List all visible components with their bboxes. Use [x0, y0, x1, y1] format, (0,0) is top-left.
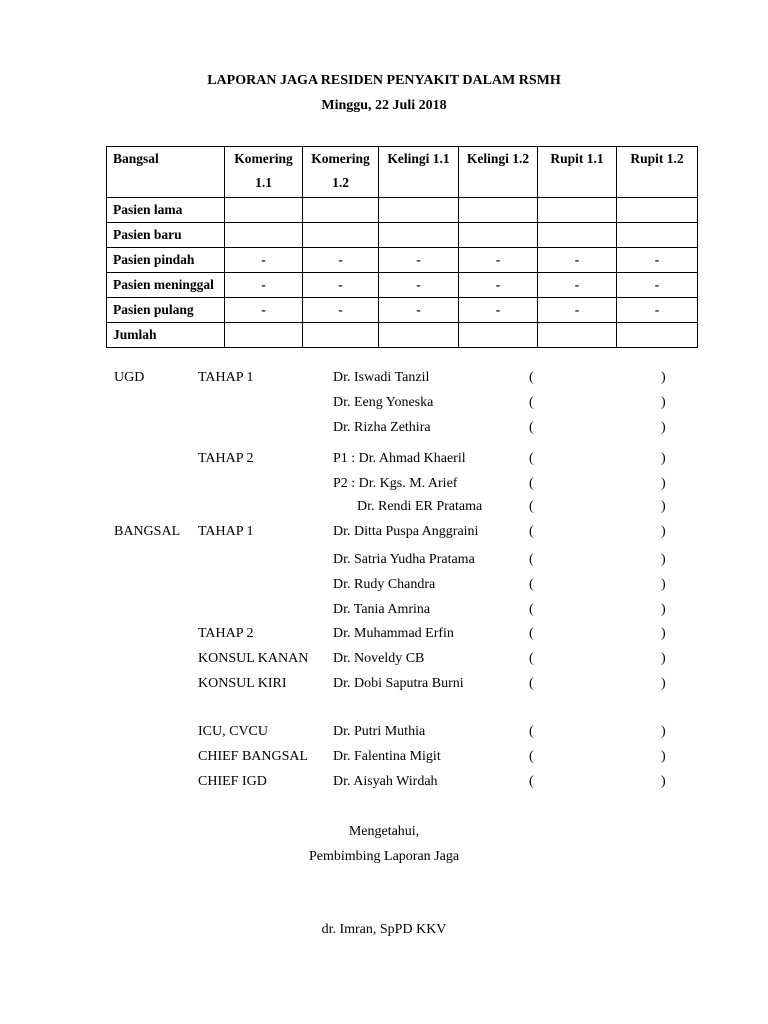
table-cell: -	[303, 248, 379, 273]
supervisor-name: dr. Imran, SpPD KKV	[321, 922, 447, 937]
table-cell: -	[225, 273, 303, 298]
roster-doctor-name: Dr. Eeng Yoneska	[333, 395, 434, 410]
table-cell: -	[538, 298, 617, 323]
signature-open-paren: (	[529, 370, 534, 385]
table-cell: -	[225, 248, 303, 273]
signature-close-paren: )	[661, 552, 666, 567]
signature-open-paren: (	[529, 499, 534, 514]
roster-section: BANGSAL	[114, 524, 181, 539]
signature-open-paren: (	[529, 420, 534, 435]
table-cell: -	[303, 298, 379, 323]
roster-role: ICU, CVCU	[198, 724, 269, 739]
signature-close-paren: )	[661, 499, 666, 514]
table-cell: -	[225, 298, 303, 323]
signature-open-paren: (	[529, 774, 534, 789]
roster-doctor-name: Dr. Putri Muthia	[333, 724, 426, 739]
roster-doctor-name: Dr. Falentina Migit	[333, 749, 441, 764]
column-header: Komering 1.1	[225, 147, 303, 198]
signature-close-paren: )	[661, 774, 666, 789]
signature-open-paren: (	[529, 552, 534, 567]
roster-doctor-name: Dr. Rudy Chandra	[333, 577, 436, 592]
table-cell: -	[303, 273, 379, 298]
signature-close-paren: )	[661, 524, 666, 539]
acknowledgement-label: Mengetahui,	[348, 824, 420, 839]
table-cell: -	[617, 298, 698, 323]
roster-doctor-name: Dr. Dobi Saputra Burni	[333, 676, 464, 691]
roster-doctor-name: Dr. Iswadi Tanzil	[333, 370, 430, 385]
signature-open-paren: (	[529, 524, 534, 539]
roster-doctor-name: Dr. Aisyah Wirdah	[333, 774, 438, 789]
signature-close-paren: )	[661, 476, 666, 491]
roster-section: UGD	[114, 370, 145, 385]
table-cell: -	[379, 273, 459, 298]
roster-role: CHIEF IGD	[198, 774, 267, 789]
row-label: Pasien pulang	[107, 298, 225, 323]
roster-doctor-name: Dr. Rendi ER Pratama	[357, 499, 483, 514]
roster-doctor-name: Dr. Rizha Zethira	[333, 420, 431, 435]
table-cell: -	[459, 273, 538, 298]
roster-doctor-name: Dr. Tania Amrina	[333, 602, 431, 617]
signature-open-paren: (	[529, 602, 534, 617]
supervisor-title: Pembimbing Laporan Jaga	[308, 849, 460, 864]
roster-role: CHIEF BANGSAL	[198, 749, 309, 764]
signature-open-paren: (	[529, 724, 534, 739]
signature-close-paren: )	[661, 651, 666, 666]
signature-close-paren: )	[661, 420, 666, 435]
roster-role: TAHAP 2	[198, 451, 254, 466]
signature-close-paren: )	[661, 451, 666, 466]
roster-doctor-name: Dr. Ditta Puspa Anggraini	[333, 524, 479, 539]
signature-close-paren: )	[661, 724, 666, 739]
table-cell: -	[379, 248, 459, 273]
table-cell: -	[459, 298, 538, 323]
roster-role: KONSUL KANAN	[198, 651, 309, 666]
row-label: Pasien meninggal	[107, 273, 225, 298]
signature-open-paren: (	[529, 476, 534, 491]
signature-open-paren: (	[529, 676, 534, 691]
roster-doctor-name: Dr. Muhammad Erfin	[333, 626, 454, 641]
signature-close-paren: )	[661, 626, 666, 641]
column-header: Komering 1.2	[303, 147, 379, 198]
row-label: Jumlah	[107, 323, 225, 348]
signature-open-paren: (	[529, 451, 534, 466]
roster-doctor-name: Dr. Satria Yudha Pratama	[333, 552, 475, 567]
column-header: Kelingi 1.2	[459, 147, 538, 198]
table-cell: -	[379, 298, 459, 323]
column-header: Rupit 1.1	[538, 147, 617, 198]
report-title: LAPORAN JAGA RESIDEN PENYAKIT DALAM RSMH	[207, 73, 561, 88]
table-cell: -	[459, 248, 538, 273]
signature-open-paren: (	[529, 395, 534, 410]
signature-close-paren: )	[661, 395, 666, 410]
signature-close-paren: )	[661, 749, 666, 764]
signature-close-paren: )	[661, 676, 666, 691]
roster-role: KONSUL KIRI	[198, 676, 287, 691]
signature-open-paren: (	[529, 577, 534, 592]
table-cell: -	[538, 248, 617, 273]
row-label: Pasien pindah	[107, 248, 225, 273]
roster-doctor-name: P1 : Dr. Ahmad Khaeril	[333, 451, 466, 466]
signature-open-paren: (	[529, 651, 534, 666]
signature-close-paren: )	[661, 602, 666, 617]
row-label: Pasien lama	[107, 198, 225, 223]
table-cell: -	[538, 273, 617, 298]
roster-role: TAHAP 1	[198, 370, 254, 385]
roster-doctor-name: Dr. Noveldy CB	[333, 651, 425, 666]
signature-open-paren: (	[529, 626, 534, 641]
table-cell: -	[617, 273, 698, 298]
column-header: Rupit 1.2	[617, 147, 698, 198]
report-date: Minggu, 22 Juli 2018	[321, 98, 447, 113]
table-cell: -	[617, 248, 698, 273]
signature-close-paren: )	[661, 370, 666, 385]
roster-role: TAHAP 1	[198, 524, 254, 539]
roster-doctor-name: P2 : Dr. Kgs. M. Arief	[333, 476, 458, 491]
signature-close-paren: )	[661, 577, 666, 592]
column-header: Kelingi 1.1	[379, 147, 459, 198]
column-header: Bangsal	[107, 147, 225, 198]
roster-role: TAHAP 2	[198, 626, 254, 641]
row-label: Pasien baru	[107, 223, 225, 248]
signature-open-paren: (	[529, 749, 534, 764]
